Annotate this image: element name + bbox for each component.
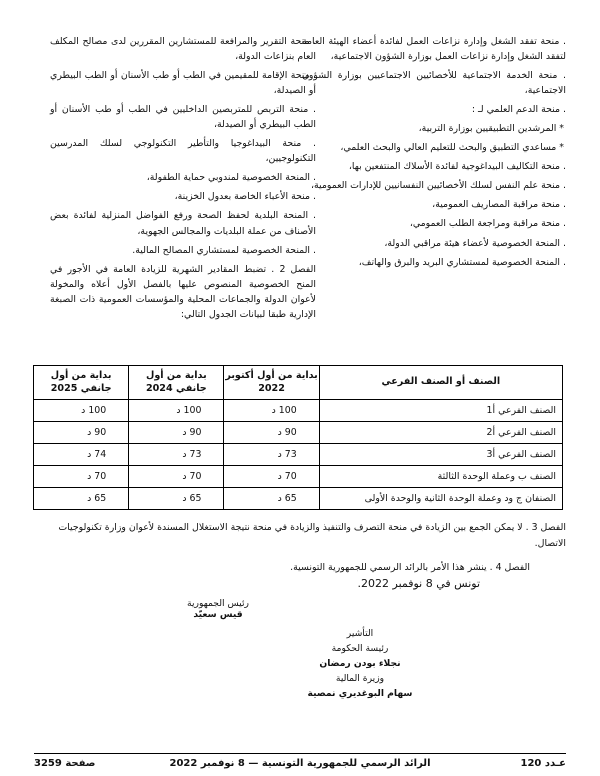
page-number: صفحة 3259: [34, 758, 96, 769]
article-2: الفصل 2 . تضبط المقادير الشهرية للزيادة العامة في الأجور في المنح الخصوصية المنصوص عليها بالفصل الأول أعلاه والمخولة لأعوان الدولة والجماعات المحلية والمؤسسات العمومية ذات الصبغة الإدارية طبقا لبيانات الجدول التالي:: [50, 263, 316, 320]
left-column: [50, 34, 316, 326]
paragraph: . منحة الخدمة الاجتماعية للأخصائيين الاجتماعيين بوزارة الشؤون الاجتماعية،: [302, 70, 566, 97]
table-cell: الصنف الفرعي أ3: [319, 444, 562, 466]
paragraph: . منحة الإقامة للمقيمين في الطب أو طب الأسنان أو الطب البيطري أو الصيدلة،: [50, 70, 316, 97]
table-row: [34, 466, 563, 488]
table-cell: الصنف ب وعملة الوحدة الثالثة: [319, 466, 562, 488]
paragraph: . منحة مراقبة ومراجعة الطلب العمومي،: [409, 218, 566, 230]
table-cell: 73 د: [224, 444, 319, 466]
signature-title: رئيس الجمهورية: [187, 598, 249, 609]
salary-increase-table: [33, 365, 563, 510]
paragraph: . المنحة الخصوصية لمستشاري البريد والبرق والهاتف،: [358, 256, 566, 268]
list-item: * مساعدي التطبيق والبحث للتعليم العالي والبحث العلمي،: [340, 142, 564, 154]
table-row: [34, 422, 563, 444]
table-header: بداية من أول جانفي 2024: [129, 366, 224, 400]
table-cell: 90 د: [224, 422, 319, 444]
paragraph: . منحة الأعباء الخاصة بعدول الخزينة،: [174, 191, 316, 203]
table-cell: 65 د: [34, 488, 129, 510]
table-cell: 65 د: [224, 488, 319, 510]
list-item: * المرشدين التطبيقيين بوزارة التربية،: [418, 123, 564, 135]
date-line: تونس في 8 نوفمبر 2022.: [357, 577, 480, 590]
footer-divider: [34, 753, 566, 754]
article-4: الفصل 4 . ينشر هذا الأمر بالرائد الرسمي للجمهورية التونسية.: [290, 562, 530, 573]
signature-title: وزيرة المالية: [335, 673, 385, 684]
journal-title: الرائد الرسمي للجمهورية التونسية — 8 نوفمبر 2022: [169, 758, 431, 769]
table-cell: 65 د: [129, 488, 224, 510]
table-cell: 90 د: [34, 422, 129, 444]
signature-name: قيس سعيّد: [193, 609, 243, 620]
article-3: الفصل 3 . لا يمكن الجمع بين الزيادة في منحة التصرف والتنفيذ والزيادة في منحة نتيجة الاستغلال المسندة لأعوان وزارة تكنولوجيات الاتصال.: [58, 522, 566, 549]
table-cell: 73 د: [129, 444, 224, 466]
page-footer: [34, 758, 566, 772]
table-cell: 90 د: [129, 422, 224, 444]
paragraph: . منحة التقرير والمرافعة للمستشارين المقررين لدى مصالح المكلف العام بنزاعات الدولة،: [50, 36, 316, 63]
president-signature: [158, 598, 278, 620]
paragraph: . المنحة الخصوصية لأعضاء هيئة مراقبي الدولة،: [384, 237, 566, 249]
table-cell: 100 د: [129, 400, 224, 422]
paragraph: . منحة التكاليف البيداغوجية لفائدة الأسلاك المنتفعين بها،: [348, 161, 566, 173]
signature-name: نجلاء بودن رمضان: [319, 658, 401, 669]
table-cell: الصنفان ج ود وعملة الوحدة الثانية والوحدة الأولى: [319, 488, 562, 510]
table-header: بداية من أول جانفي 2025: [34, 366, 129, 400]
table-header: الصنف أو الصنف الفرعي: [319, 366, 562, 400]
paragraph: . المنحة الخصوصية لمستشاري المصالح المالية.: [132, 244, 316, 256]
countersign-label: التأشير: [346, 628, 374, 639]
paragraph: . منحة الدعم العلمي لـ :: [471, 104, 566, 116]
right-column: [302, 34, 566, 274]
paragraph: . منحة البيداغوجيا والتأطير التكنولوجي لسلك المدرسين التكنولوجيين،: [50, 138, 316, 165]
signature-title: رئيسة الحكومة: [331, 643, 389, 654]
table-cell: الصنف الفرعي أ2: [319, 422, 562, 444]
table-row: [34, 400, 563, 422]
paragraph: . منحة التربص للمتربصين الداخليين في الطب أو طب الأسنان أو الطب البيطري أو الصيدلة،: [50, 104, 316, 131]
paragraph: . منحة تفقد الشغل وإدارة نزاعات العمل لفائدة أعضاء الهيئة العامة لتفقد الشغل وإدارة نزاعات العمل بوزارة الشؤون الاجتماعية،: [302, 36, 566, 63]
table-row: [34, 488, 563, 510]
paragraph: . منحة مراقبة المصاريف العمومية،: [432, 199, 566, 211]
table-cell: 70 د: [129, 466, 224, 488]
table-cell: 74 د: [34, 444, 129, 466]
table-cell: 100 د: [224, 400, 319, 422]
table-header: بداية من أول أكتوبر 2022: [224, 366, 319, 400]
signature-name: سهام البوغديري نمصية: [307, 688, 413, 699]
table-cell: 70 د: [224, 466, 319, 488]
paragraph: . منحة علم النفس لسلك الأخصائيين النفسانيين للإدارات العمومية،: [310, 180, 566, 192]
table-cell: 70 د: [34, 466, 129, 488]
countersignature-block: [280, 628, 440, 699]
paragraph: . المنحة الخصوصية لمندوبي حماية الطفولة،: [146, 172, 316, 184]
issue-number: عـدد 120: [520, 758, 566, 769]
table-row: [34, 444, 563, 466]
table-cell: 100 د: [34, 400, 129, 422]
table-cell: الصنف الفرعي أ1: [319, 400, 562, 422]
table-header-row: [34, 366, 563, 400]
paragraph: . المنحة البلدية لحفظ الصحة ورفع الفواضل المنزلية لفائدة بعض الأصناف من عملة البلديات والمجالس الجهوية،: [50, 210, 316, 237]
